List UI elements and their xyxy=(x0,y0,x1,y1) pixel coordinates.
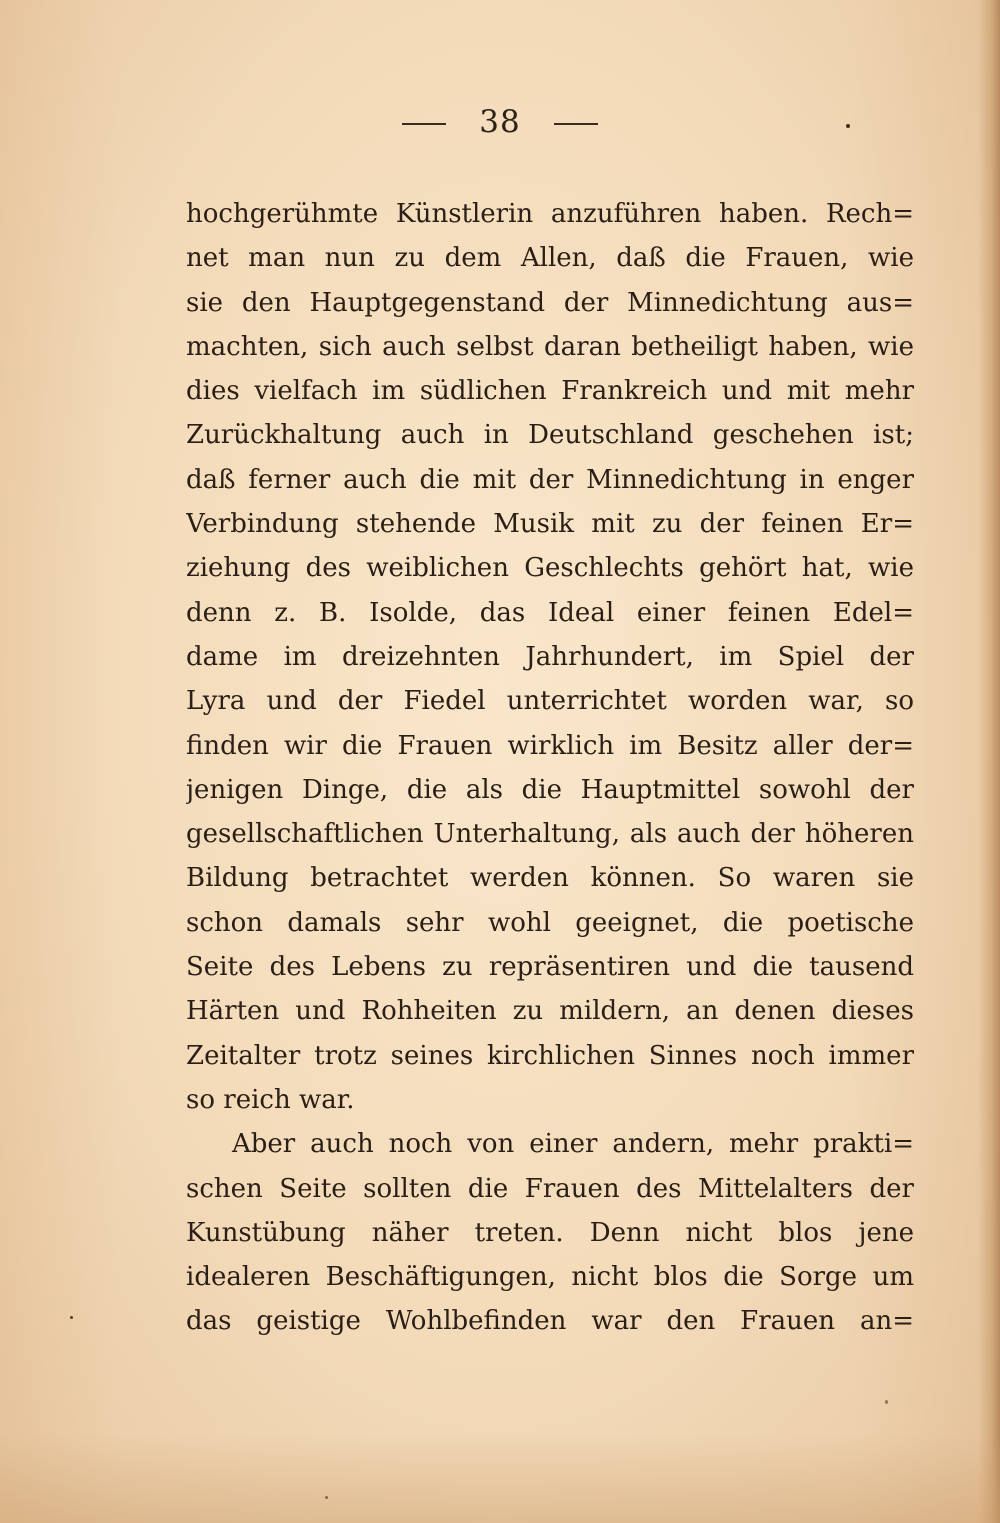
text-line: Härten und Rohheiten zu mildern, an denen dieses xyxy=(186,996,914,1027)
text-line: Bildung betrachtet werden können. So waren sie xyxy=(186,863,914,894)
text-line: gesellschaftlichen Unterhaltung, als auch der höheren xyxy=(186,819,914,850)
text-line: Seite des Lebens zu repräsentiren und die tausend xyxy=(186,952,914,983)
text-line: Verbindung stehende Musik mit zu der feinen Er= xyxy=(186,509,914,540)
text-line: net man nun zu dem Allen, daß die Frauen, wie xyxy=(186,243,914,274)
header-speck xyxy=(846,124,850,128)
text-line: denn z. B. Isolde, das Ideal einer feinen Edel= xyxy=(186,597,914,628)
text-line: das geistige Wohlbefinden war den Frauen an= xyxy=(186,1306,914,1337)
text-line: Zurückhaltung auch in Deutschland geschehen ist; xyxy=(186,420,914,451)
text-line: ziehung des weiblichen Geschlechts gehört hat, wie xyxy=(186,553,914,584)
text-line: Lyra und der Fiedel unterrichtet worden war, so xyxy=(186,686,914,717)
text-line: dame im dreizehnten Jahrhundert, im Spiel der xyxy=(186,641,914,672)
text-line: Zeitalter trotz seines kirchlichen Sinnes noch immer xyxy=(186,1040,914,1071)
text-line: schon damals sehr wohl geeignet, die poetische xyxy=(186,907,914,938)
text-line: Kunstübung näher treten. Denn nicht blos jene xyxy=(186,1217,914,1248)
paper-speck xyxy=(325,1496,328,1499)
text-line: idealeren Beschäftigungen, nicht blos die Sorge um xyxy=(186,1262,914,1293)
text-line: finden wir die Frauen wirklich im Besitz aller der= xyxy=(186,730,914,761)
text-line: daß ferner auch die mit der Minnedichtung in enger xyxy=(186,464,914,495)
text-line: Aber auch noch von einer andern, mehr prakti= xyxy=(232,1129,914,1160)
page-bottom-shading xyxy=(0,1433,1000,1523)
text-line: dies vielfach im südlichen Frankreich und mit mehr xyxy=(186,376,914,407)
text-line: sie den Hauptgegenstand der Minnedichtung aus= xyxy=(186,287,914,318)
page-number: 38 xyxy=(479,104,521,140)
page-header xyxy=(0,104,1000,140)
paper-speck xyxy=(885,1400,888,1404)
header-dash-left xyxy=(402,123,446,125)
text-line: so reich war. xyxy=(186,1084,355,1115)
header-dash-right xyxy=(554,123,598,125)
paper-speck xyxy=(70,1316,73,1319)
page-edge-shadow xyxy=(978,0,1000,1523)
text-line: hochgerühmte Künstlerin anzuführen haben. Rech= xyxy=(186,199,914,229)
text-line: jenigen Dinge, die als die Hauptmittel sowohl der xyxy=(186,774,914,805)
text-line: schen Seite sollten die Frauen des Mittelalters der xyxy=(186,1173,914,1204)
body-text xyxy=(186,192,914,1344)
text-line: machten, sich auch selbst daran betheiligt haben, wie xyxy=(186,331,914,362)
